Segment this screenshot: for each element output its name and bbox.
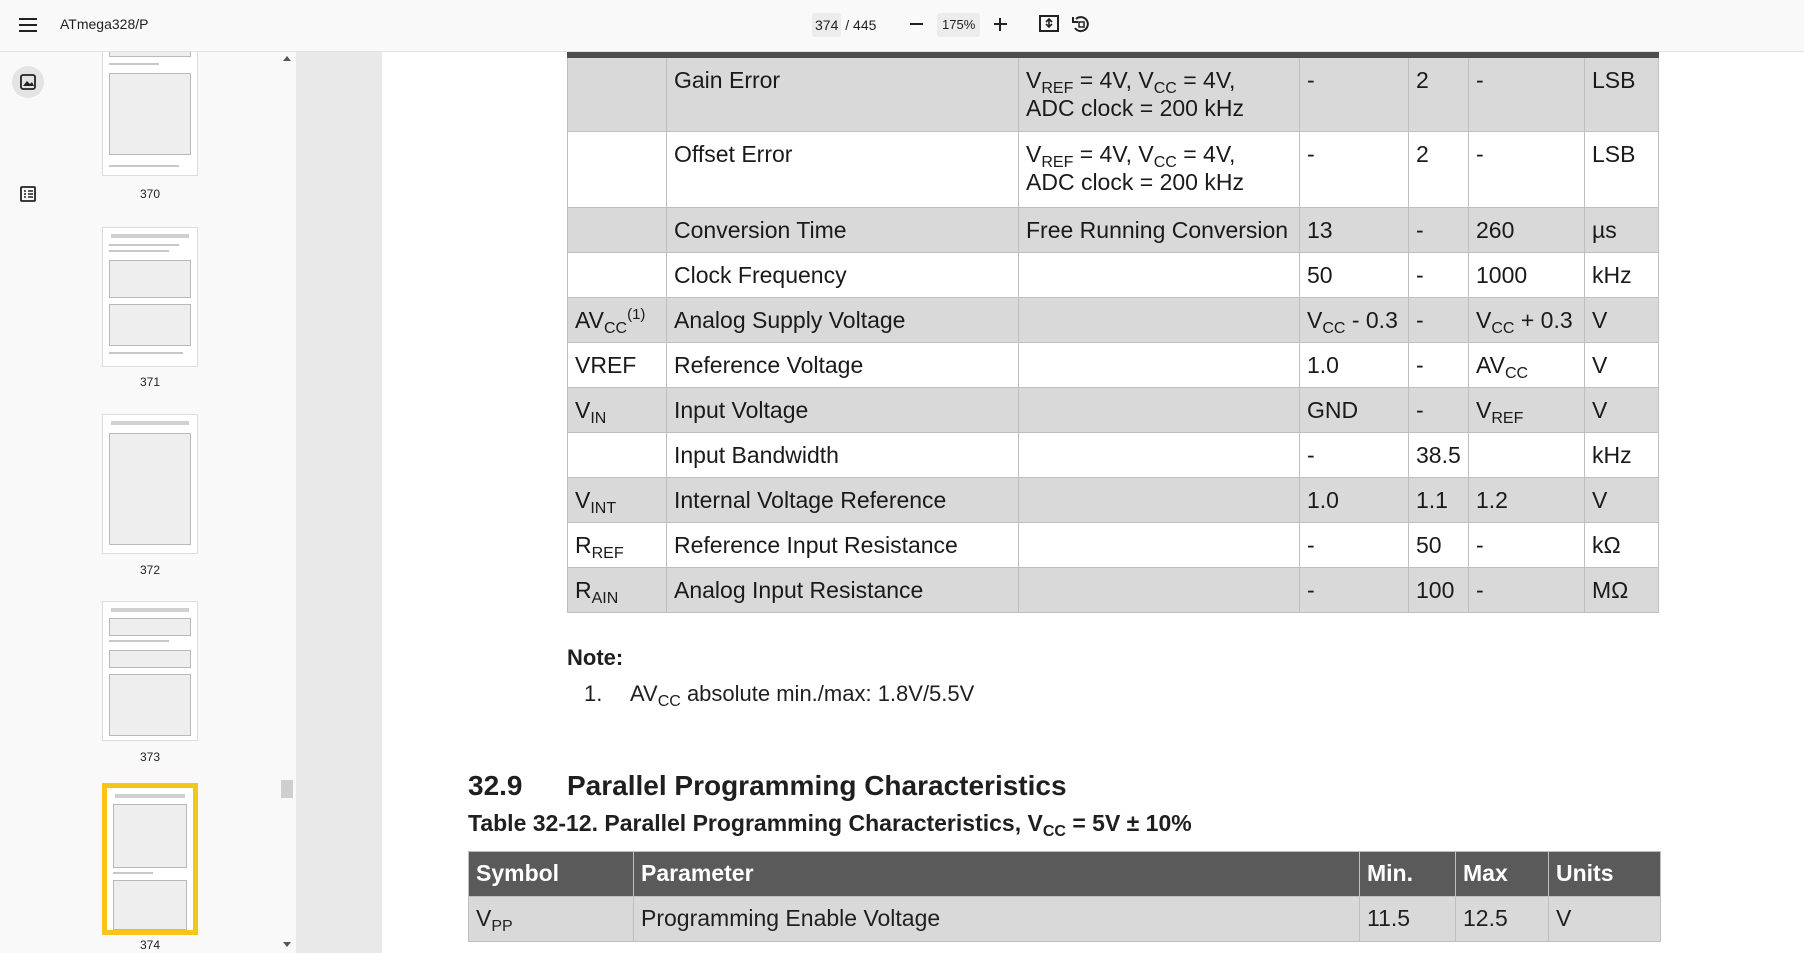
min-cell: 1.0 <box>1300 477 1409 522</box>
table-header-row <box>469 852 1661 897</box>
condition-cell <box>1019 252 1300 297</box>
symbol-cell <box>568 432 667 477</box>
condition-cell <box>1019 432 1300 477</box>
min-cell: - <box>1300 131 1409 207</box>
symbol-cell <box>568 207 667 252</box>
max-cell: 1.2 <box>1469 477 1585 522</box>
typ-cell: - <box>1409 252 1469 297</box>
units-cell: V <box>1585 342 1659 387</box>
typ-cell: - <box>1409 342 1469 387</box>
symbol-cell: $V_{PP}$ <box>469 897 634 942</box>
section-title: Parallel Programming Characteristics <box>567 770 1067 801</box>
thumbnail-label: 371 <box>139 375 161 389</box>
thumbnail-page[interactable] <box>102 414 198 554</box>
condition-cell <box>1019 387 1300 432</box>
units-cell: kHz <box>1585 432 1659 477</box>
document-title: ATmega328/P <box>60 16 149 32</box>
min-cell: 1.0 <box>1300 342 1409 387</box>
symbol-cell <box>568 252 667 297</box>
column-header: Min. <box>1360 852 1456 897</box>
thumbnail-label: 374 <box>139 938 161 952</box>
units-cell: LSB <box>1585 55 1659 131</box>
outline-view-icon[interactable] <box>12 178 44 210</box>
min-cell: - <box>1300 55 1409 131</box>
table-row <box>568 567 1659 612</box>
table-row <box>568 387 1659 432</box>
parameter-cell: Conversion Time <box>667 207 1019 252</box>
table-row <box>568 432 1659 477</box>
units-cell: V <box>1585 477 1659 522</box>
note-number: 1. <box>584 681 603 706</box>
thumbnail-label: 370 <box>139 187 161 201</box>
units-cell: MΩ <box>1585 567 1659 612</box>
table-row <box>469 897 1661 942</box>
thumbnail-view-icon[interactable] <box>12 66 44 98</box>
typ-cell: 2 <box>1409 131 1469 207</box>
table-row <box>568 131 1659 207</box>
max-cell: 12.5 <box>1456 897 1549 942</box>
scroll-down-icon[interactable] <box>283 942 291 947</box>
page-indicator <box>812 13 876 37</box>
column-header: Parameter <box>634 852 1360 897</box>
parameter-cell: Analog Supply Voltage <box>667 297 1019 342</box>
units-cell: V <box>1585 297 1659 342</box>
typ-cell: 50 <box>1409 522 1469 567</box>
thumbnail-page[interactable] <box>102 227 198 367</box>
parameter-cell: Input Bandwidth <box>667 432 1019 477</box>
thumbnail-page[interactable] <box>102 52 198 176</box>
symbol-cell <box>568 131 667 207</box>
scrollbar-thumb[interactable] <box>281 780 293 798</box>
units-cell: kΩ <box>1585 522 1659 567</box>
parameter-cell: Programming Enable Voltage <box>634 897 1360 942</box>
document-page <box>382 52 1804 953</box>
condition-cell: $V_{REF} = 4V$, $V_{CC} = 4V$, ADC clock = 200 kHz <box>1019 131 1300 207</box>
units-cell: kHz <box>1585 252 1659 297</box>
parameter-cell: Analog Input Resistance <box>667 567 1019 612</box>
parameter-cell: Clock Frequency <box>667 252 1019 297</box>
scroll-up-icon[interactable] <box>283 56 291 61</box>
table-row <box>568 297 1659 342</box>
condition-cell <box>1019 477 1300 522</box>
max-cell: 260 <box>1469 207 1585 252</box>
page-number-input[interactable]: 374 <box>812 13 841 37</box>
rotate-icon[interactable] <box>1070 13 1092 35</box>
condition-cell <box>1019 567 1300 612</box>
symbol-cell: VREF <box>568 342 667 387</box>
zoom-level[interactable]: 175% <box>937 13 980 37</box>
parameter-cell: Offset Error <box>667 131 1019 207</box>
condition-cell: $V_{REF} = 4V$, $V_{CC} = 4V$, ADC clock = 200 kHz <box>1019 55 1300 131</box>
units-cell: V <box>1585 387 1659 432</box>
max-cell: - <box>1469 55 1585 131</box>
max-cell: - <box>1469 131 1585 207</box>
typ-cell: - <box>1409 207 1469 252</box>
table-caption: Table 32-12. Parallel Programming Characteristics, $V_{CC} = 5V \pm 10\%$ <box>468 810 1192 840</box>
column-header: Units <box>1549 852 1661 897</box>
units-cell: µs <box>1585 207 1659 252</box>
column-header: Symbol <box>469 852 634 897</box>
page-total: / 445 <box>845 17 877 33</box>
symbol-cell <box>568 55 667 131</box>
thumbnail-page-selected[interactable] <box>102 783 198 935</box>
toolbar <box>0 0 1804 52</box>
fit-page-icon[interactable] <box>1038 13 1060 35</box>
min-cell: - <box>1300 522 1409 567</box>
table-row <box>568 477 1659 522</box>
menu-icon[interactable] <box>16 14 40 36</box>
typ-cell: 2 <box>1409 55 1469 131</box>
typ-cell: 100 <box>1409 567 1469 612</box>
note-text: $AV_{CC}$ absolute min./max: 1.8V/5.5V <box>630 681 975 710</box>
side-rail <box>0 52 56 953</box>
typ-cell: 38.5 <box>1409 432 1469 477</box>
adc-characteristics-table <box>567 52 1659 613</box>
zoom-out-button[interactable] <box>904 12 928 36</box>
symbol-cell: $V_{INT}$ <box>568 477 667 522</box>
document-viewer[interactable] <box>296 52 1804 953</box>
symbol-cell: $R_{REF}$ <box>568 522 667 567</box>
min-cell: 50 <box>1300 252 1409 297</box>
min-cell: 13 <box>1300 207 1409 252</box>
table-row <box>568 522 1659 567</box>
condition-cell <box>1019 522 1300 567</box>
table-row <box>568 55 1659 131</box>
condition-cell <box>1019 342 1300 387</box>
condition-cell: Free Running Conversion <box>1019 207 1300 252</box>
max-cell: - <box>1469 567 1585 612</box>
min-cell: $V_{CC} - 0.3$ <box>1300 297 1409 342</box>
typ-cell: 1.1 <box>1409 477 1469 522</box>
thumbnail-page[interactable] <box>102 601 198 741</box>
min-cell: GND <box>1300 387 1409 432</box>
table-row <box>568 342 1659 387</box>
min-cell: - <box>1300 567 1409 612</box>
condition-cell <box>1019 297 1300 342</box>
sidebar-scrollbar[interactable] <box>280 52 294 953</box>
max-cell: - <box>1469 522 1585 567</box>
note-heading: Note: <box>567 645 624 670</box>
parameter-cell: Reference Voltage <box>667 342 1019 387</box>
parameter-cell: Reference Input Resistance <box>667 522 1019 567</box>
parameter-cell: Gain Error <box>667 55 1019 131</box>
symbol-cell: $AV_{CC}^{(1)}$ <box>568 297 667 342</box>
max-cell: 1000 <box>1469 252 1585 297</box>
min-cell: - <box>1300 432 1409 477</box>
units-cell: V <box>1549 897 1661 942</box>
units-cell: LSB <box>1585 131 1659 207</box>
table-row <box>568 252 1659 297</box>
max-cell: $V_{REF}$ <box>1469 387 1585 432</box>
max-cell <box>1469 432 1585 477</box>
parameter-cell: Input Voltage <box>667 387 1019 432</box>
max-cell: $AV_{CC}$ <box>1469 342 1585 387</box>
thumbnail-sidebar <box>56 52 296 953</box>
min-cell: 11.5 <box>1360 897 1456 942</box>
zoom-in-button[interactable] <box>988 12 1012 36</box>
thumbnail-label: 373 <box>139 750 161 764</box>
parameter-cell: Internal Voltage Reference <box>667 477 1019 522</box>
section-number: 32.9 <box>468 770 523 801</box>
thumbnail-label: 372 <box>139 563 161 577</box>
symbol-cell: $R_{AIN}$ <box>568 567 667 612</box>
typ-cell: - <box>1409 297 1469 342</box>
typ-cell: - <box>1409 387 1469 432</box>
parallel-programming-table <box>468 851 1661 942</box>
symbol-cell: $V_{IN}$ <box>568 387 667 432</box>
table-row <box>568 207 1659 252</box>
max-cell: $V_{CC} + 0.3$ <box>1469 297 1585 342</box>
column-header: Max <box>1456 852 1549 897</box>
